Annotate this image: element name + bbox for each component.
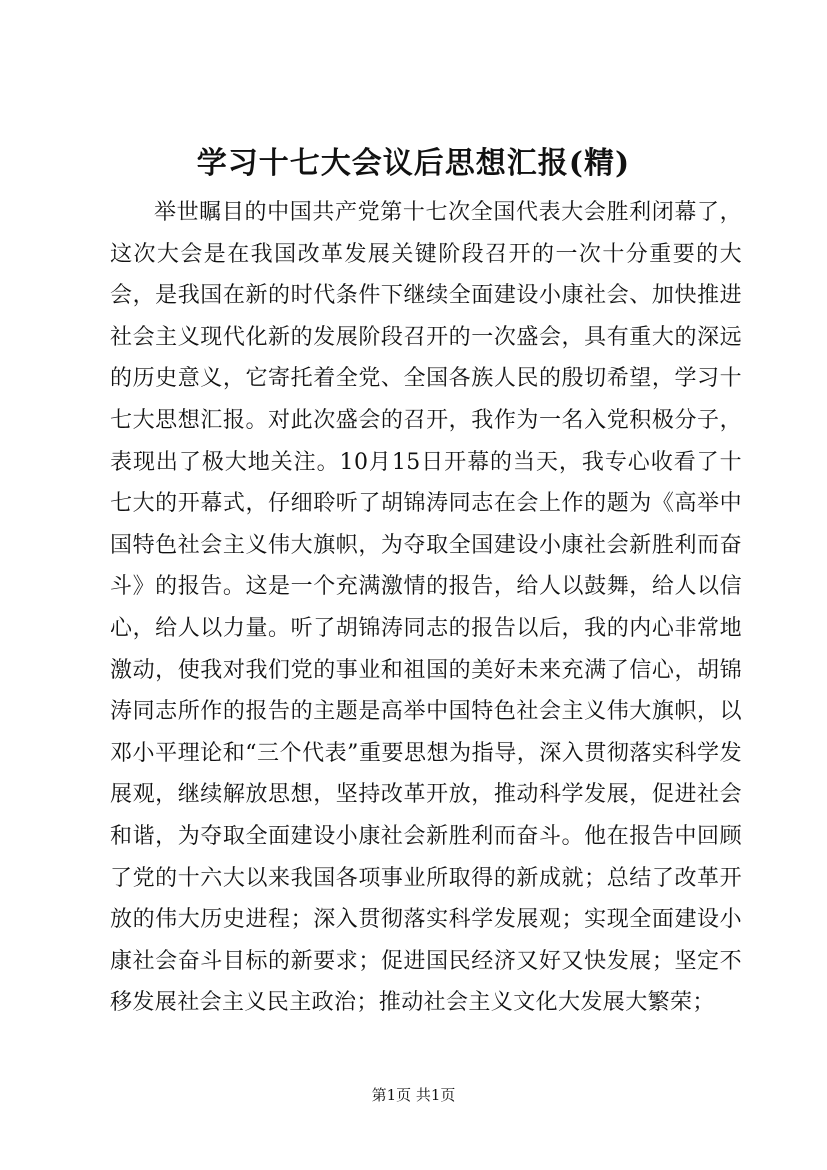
document-body-paragraph: 举世瞩目的中国共产党第十七次全国代表大会胜利闭幕了，这次大会是在我国改革发展关键阶段召开的一次十分重要的大会，是我国在新的时代条件下继续全面建设小康社会、加快推进社会主义现代化新的发展阶段召开的一次盛会，具有重大的深远的历史意义，它寄托着全党、全国各族人民的殷切希望，学习十七大思想汇报。对此次盛会的召开，我作为一名入党积极分子，表现出了极大地关注。10月15日开幕的当天，我专心收看了十七大的开幕式，仔细聆听了胡锦涛同志在会上作的题为《高举中国特色社会主义伟大旗帜，为夺取全国建设小康社会新胜利而奋斗》的报告。这是一个充满激情的报告，给人以鼓舞，给人以信心，给人以力量。听了胡锦涛同志的报告以后，我的内心非常地激动，使我对我们党的事业和祖国的美好未来充满了信心，胡锦涛同志所作的报告的主题是高举中国特色社会主义伟大旗帜，以邓小平理论和“三个代表”重要思想为指导，深入贯彻落实科学发展观，继续解放思想，坚持改革开放，推动科学发展，促进社会和谐，为夺取全面建设小康社会新胜利而奋斗。他在报告中回顾了党的十六大以来我国各项事业所取得的新成就；总结了改革开放的伟大历史进程；深入贯彻落实科学发展观；实现全面建设小康社会奋斗目标的新要求；促进国民经济又好又快发展；坚定不移发展社会主义民主政治；推动社会主义文化大发展大繁荣； [110, 200, 742, 1016]
page-footer: 第1页 共1页 [371, 1086, 456, 1104]
document-title: 学习十七大会议后思想汇报(精) [196, 146, 631, 181]
